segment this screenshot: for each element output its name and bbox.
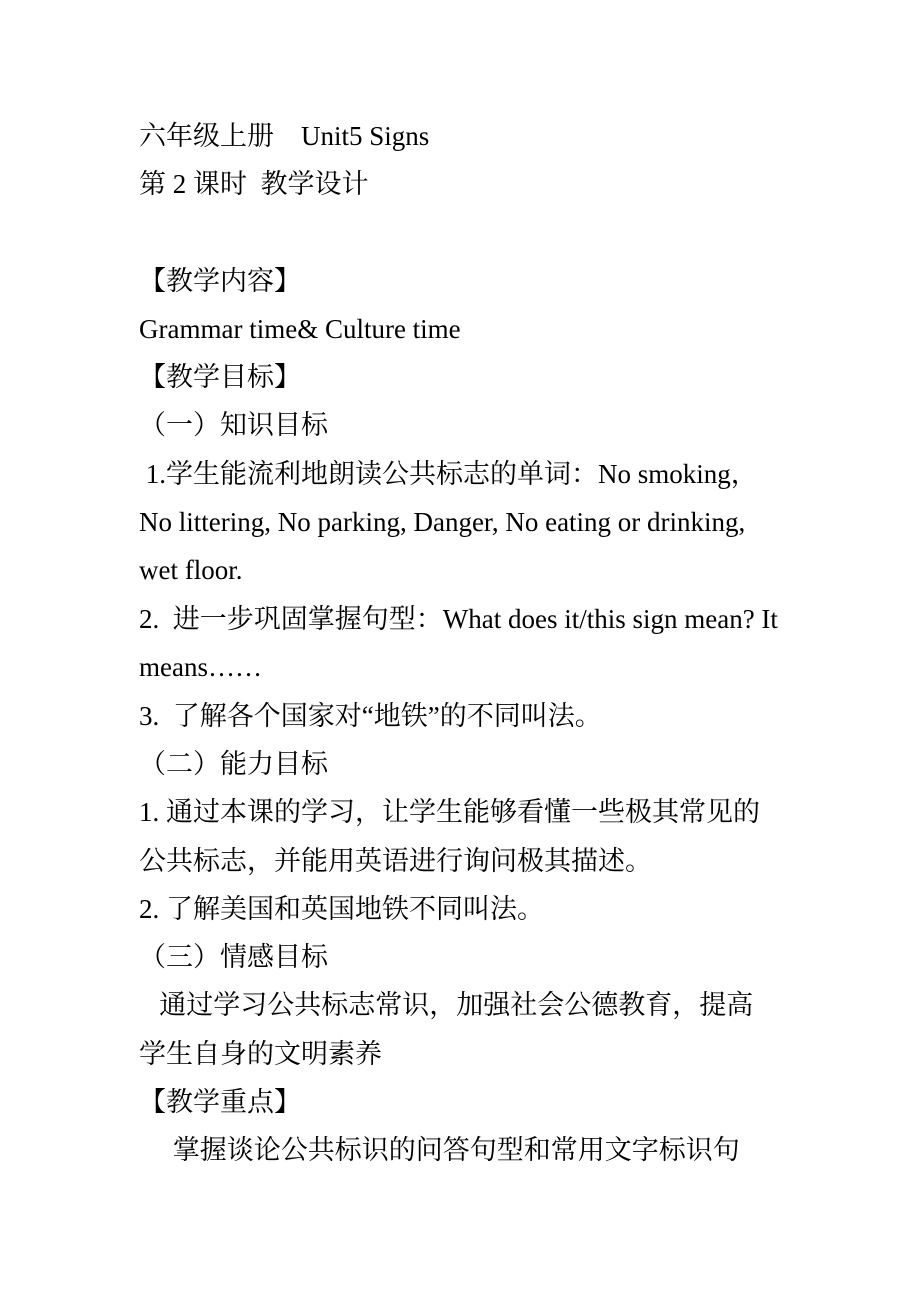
title-line-1: 六年级上册 Unit5 Signs: [139, 121, 430, 151]
knowledge-item-1-line-3: wet floor.: [139, 555, 243, 585]
ability-item-1-line-2: 公共标志，并能用英语进行询问极其描述。: [139, 846, 652, 876]
teaching-content-text: Grammar time& Culture time: [139, 314, 461, 344]
knowledge-item-3: 3. 了解各个国家对“地铁”的不同叫法。: [139, 701, 602, 731]
knowledge-item-2-line-1: 2. 进一步巩固掌握句型：What does it/this sign mean? It: [139, 604, 778, 634]
section-emotion-goals: （三）情感目标: [139, 942, 328, 972]
emotion-goal-line-2: 学生自身的文明素养: [139, 1039, 382, 1069]
heading-teaching-content: 【教学内容】: [139, 266, 301, 296]
knowledge-item-2-line-2: means……: [139, 652, 262, 682]
emotion-goal-line-1: 通过学习公共标志常识，加强社会公德教育，提高: [139, 990, 754, 1020]
heading-teaching-goals: 【教学目标】: [139, 362, 301, 392]
knowledge-item-1-line-1: 1.学生能流利地朗读公共标志的单词：No smoking，: [139, 459, 758, 489]
ability-item-1-line-1: 1. 通过本课的学习，让学生能够看懂一些极其常见的: [139, 797, 760, 827]
key-points-line-1: 掌握谈论公共标识的问答句型和常用文字标识句: [139, 1135, 740, 1165]
section-knowledge-goals: （一）知识目标: [139, 410, 328, 440]
ability-item-2: 2. 了解美国和英国地铁不同叫法。: [139, 894, 544, 924]
title-line-2: 第 2 课时 教学设计: [139, 169, 369, 199]
section-ability-goals: （二）能力目标: [139, 749, 328, 779]
knowledge-item-1-line-2: No littering, No parking, Danger, No eating or drinking,: [139, 507, 746, 537]
heading-teaching-key-points: 【教学重点】: [139, 1087, 301, 1117]
